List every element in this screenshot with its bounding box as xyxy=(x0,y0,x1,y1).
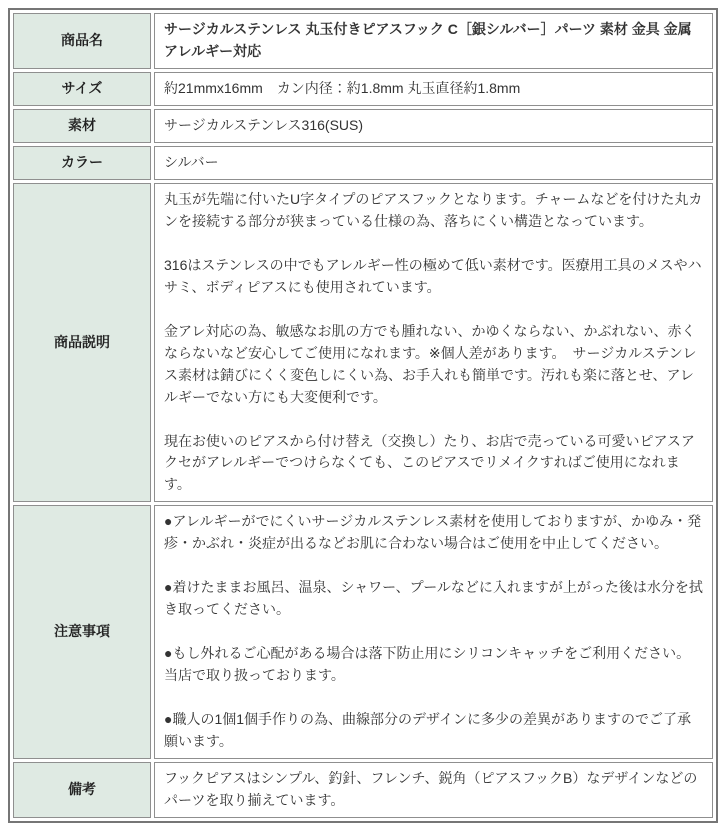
paragraph: ●着けたままお風呂、温泉、シャワー、プールなどに入れますが上がった後は水分を拭き取ってください。 xyxy=(164,579,703,618)
row-content xyxy=(154,505,713,759)
row-content xyxy=(154,762,713,818)
paragraph: 現在お使いのピアスから付け替え（交換し）たり、お店で売っている可愛いピアスアクセがアレルギーでつけらなくても、このピアスでリメイクすればご使用になれます。 xyxy=(164,432,695,493)
paragraph: ●アレルギーがでにくいサージカルステンレス素材を使用しておりますが、かゆみ・発疹・かぶれ・炎症が出るなどお肌に合わない場合はご使用を中止してください。 xyxy=(164,513,702,552)
row-content xyxy=(154,72,713,106)
table-row xyxy=(13,505,713,759)
row-label: 備考 xyxy=(13,762,151,818)
paragraph: 約21mmx16mm カン内径：約1.8mm 丸玉直径約1.8mm xyxy=(164,79,521,96)
row-label: カラー xyxy=(13,146,151,180)
table-row xyxy=(13,146,713,180)
paragraph: 金アレ対応の為、敏感なお肌の方でも腫れない、かゆくならない、かぶれない、赤くならないなど安心してご使用になれます。※個人差があります。 サージカルステンレス素材は錆びにくく変色しにくい為、お手入れも簡単です。汚れも楽に落とせ、アレルギーでない方にも大変便利です。 xyxy=(164,322,697,405)
paragraph: シルバー xyxy=(164,153,219,170)
table-row xyxy=(13,762,713,818)
spec-table-body xyxy=(13,13,713,818)
paragraph: サージカルステンレス 丸玉付きピアスフック C［銀シルバー］パーツ 素材 金具 金属アレルギー対応 xyxy=(164,21,692,59)
row-content xyxy=(154,13,713,69)
paragraph: サージカルステンレス316(SUS) xyxy=(164,116,364,133)
paragraph: ●もし外れるご心配がある場合は落下防止用にシリコンキャッチをご利用ください。当店で取り扱っております。 xyxy=(164,645,691,684)
table-row xyxy=(13,13,713,69)
row-label: 商品名 xyxy=(13,13,151,69)
row-label: 素材 xyxy=(13,109,151,143)
row-label: サイズ xyxy=(13,72,151,106)
paragraph: 丸玉が先端に付いたU字タイプのピアスフックとなります。チャームなどを付けた丸カンを接続する部分が狭まっている仕様の為、落ちにくい構造となっています。 xyxy=(164,190,703,229)
table-row xyxy=(13,109,713,143)
row-content xyxy=(154,109,713,143)
paragraph: ●職人の1個1個手作りの為、曲線部分のデザインに多少の差異がありますのでご了承願います。 xyxy=(164,711,692,750)
table-row xyxy=(13,72,713,106)
row-label: 商品説明 xyxy=(13,183,151,503)
row-content xyxy=(154,183,713,503)
product-spec-table xyxy=(8,8,718,823)
paragraph: フックピアスはシンプル、釣針、フレンチ、鋭角（ピアスフックB）なデザインなどのパーツを取り揃えています。 xyxy=(164,770,698,809)
row-content xyxy=(154,146,713,180)
table-row xyxy=(13,183,713,503)
row-label: 注意事項 xyxy=(13,505,151,759)
paragraph: 316はステンレスの中でもアレルギー性の極めて低い素材です。医療用工具のメスやハサミ、ボディピアスにも使用されています。 xyxy=(164,256,702,295)
